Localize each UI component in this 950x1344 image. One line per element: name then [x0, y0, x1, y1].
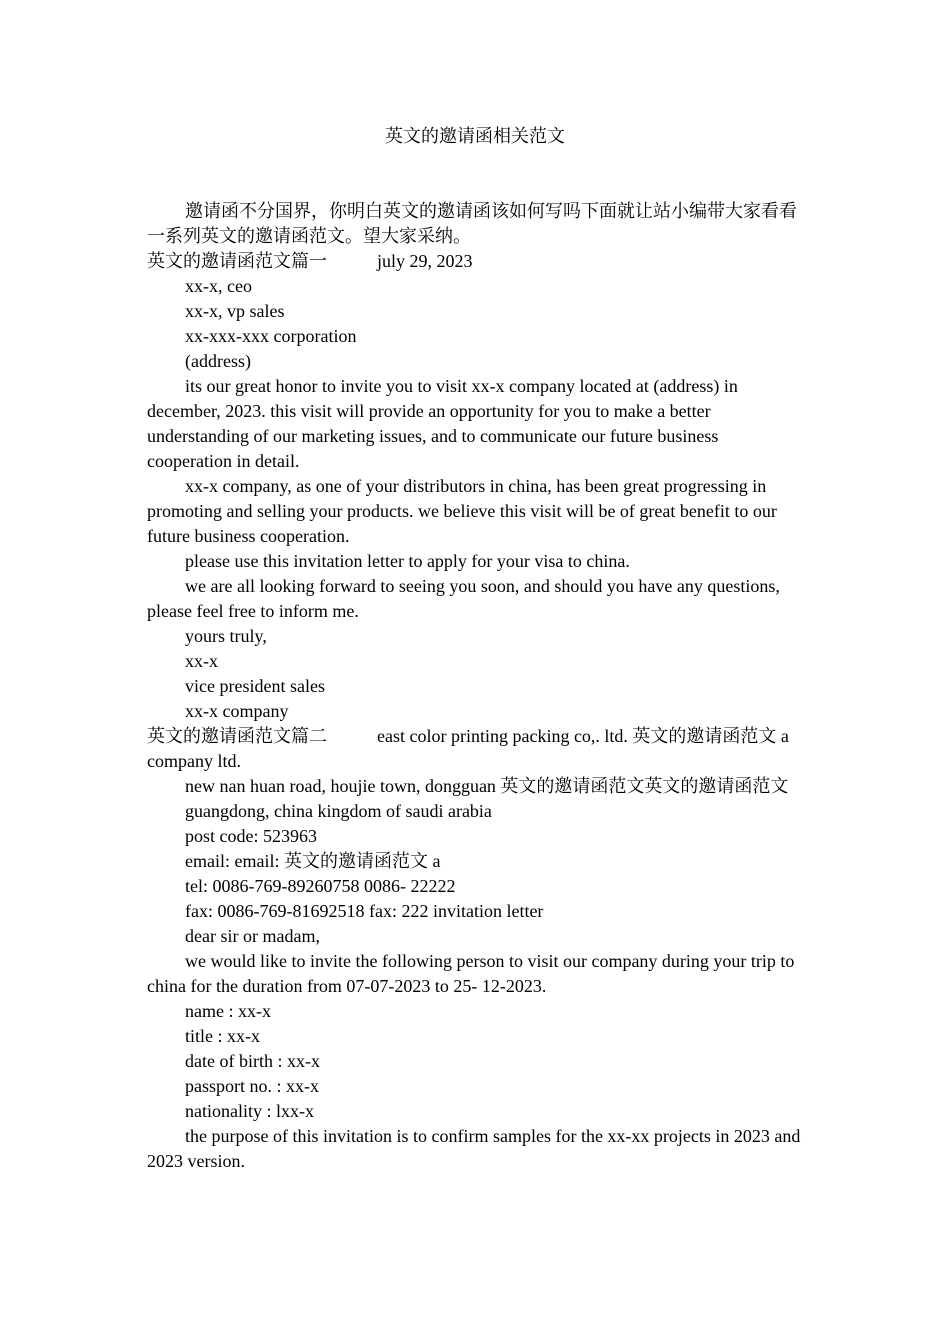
document-body [147, 199, 807, 1174]
field-line: date of birth : xx-x [185, 1051, 320, 1071]
closing-line: xx-x company [185, 701, 289, 721]
closing-line: xx-x [185, 651, 218, 671]
sample2-company-line: east color printing packing co,. ltd. 英文的邀请函范文 a company ltd. [147, 726, 789, 771]
letter-paragraph: we would like to invite the following person to visit our company during your trip to china for the duration from 07-07-2023 to 25- 12-2023. [147, 951, 795, 996]
closing-line: vice president sales [185, 676, 325, 696]
letter-paragraph: we are all looking forward to seeing you soon, and should you have any questions, please feel free to inform me. [147, 576, 780, 621]
sample2-heading-line [147, 724, 807, 774]
recipient-line: xx-x, ceo [185, 276, 252, 296]
recipient-line: xx-x, vp sales [185, 301, 285, 321]
postcode-line: post code: 523963 [185, 826, 317, 846]
purpose-paragraph: the purpose of this invitation is to confirm samples for the xx-xx projects in 2023 and 2023 version. [147, 1126, 801, 1171]
letter-paragraph: xx-x company, as one of your distributors in china, has been great progressing in promoting and selling your products. we believe this visit will be of great benefit to our future business cooperation. [147, 476, 777, 546]
address-line: guangdong, china kingdom of saudi arabia [185, 801, 492, 821]
sample2-heading: 英文的邀请函范文篇二 [147, 726, 327, 746]
sample1-heading: 英文的邀请函范文篇一 [147, 251, 327, 271]
letter-paragraph: please use this invitation letter to apply for your visa to china. [185, 551, 630, 571]
address-line: new nan huan road, houjie town, dongguan 英文的邀请函范文英文的邀请函范文 [185, 776, 789, 796]
field-line: passport no. : xx-x [185, 1076, 319, 1096]
closing-line: yours truly, [185, 626, 267, 646]
field-line: title : xx-x [185, 1026, 260, 1046]
tel-line: tel: 0086-769-89260758 0086- 22222 [185, 876, 456, 896]
email-line: email: email: 英文的邀请函范文 a [185, 851, 441, 871]
document-title: 英文的邀请函相关范文 [385, 126, 565, 146]
field-line: nationality : lxx-x [185, 1101, 314, 1121]
intro-paragraph: 邀请函不分国界，你明白英文的邀请函该如何写吗下面就让站小编带大家看看一系列英文的邀请函范文。望大家采纳。 [147, 201, 797, 246]
fax-line: fax: 0086-769-81692518 fax: 222 invitation letter [185, 901, 544, 921]
recipient-line: (address) [185, 351, 251, 371]
letter-paragraph: its our great honor to invite you to visit xx-x company located at (address) in december, 2023. this visit will provide an opportunity for you to make a better understanding of our marketing issues, and to communicate our future business cooperation in detail. [147, 376, 738, 471]
salutation-line: dear sir or madam, [185, 926, 320, 946]
field-line: name : xx-x [185, 1001, 271, 1021]
sample1-date: july 29, 2023 [377, 251, 473, 271]
sample1-heading-line [147, 249, 807, 274]
recipient-line: xx-xxx-xxx corporation [185, 326, 357, 346]
